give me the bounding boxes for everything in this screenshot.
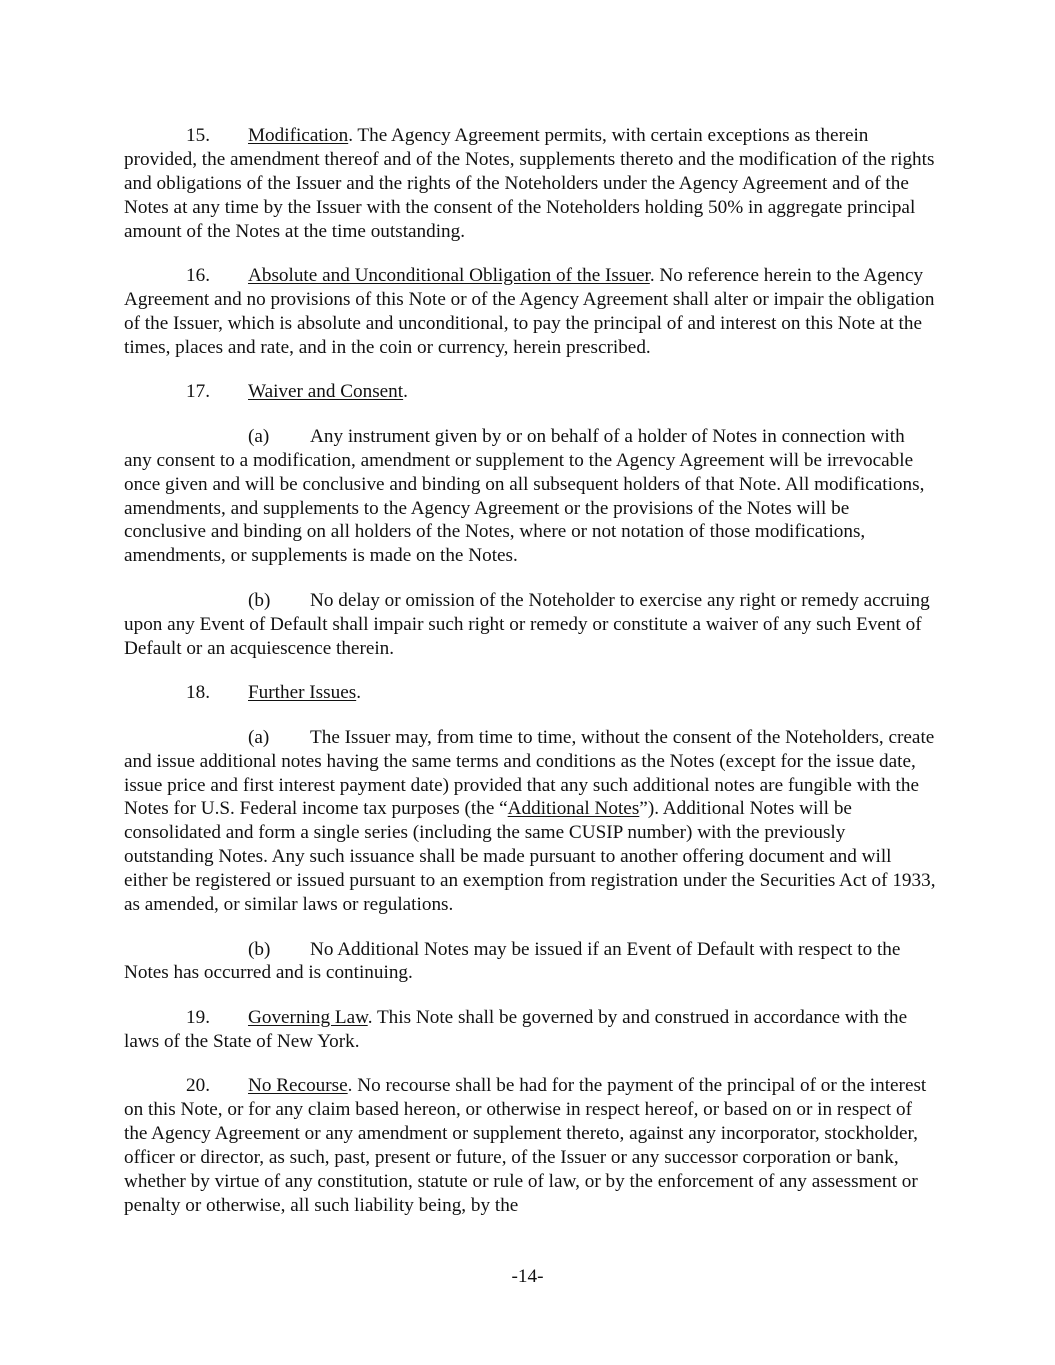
defined-term: Additional Notes [507,798,640,820]
section-18-b [124,938,936,986]
section-number: 20. [186,1075,210,1097]
subsection-text: No Additional Notes may be issued if an Event of Default with respect to the Notes has occurred and is continuing. [124,938,901,984]
section-20 [124,1074,936,1217]
section-19 [124,1006,936,1054]
subsection-label: (b) [248,938,271,960]
subsection-label: (b) [248,589,271,611]
section-text: . No reference herein to the Agency Agreement and no provisions of this Note or of the Agency Agreement shall alter or impair the obligation of the Issuer, which is absolute and unconditional, to pay the principal of and interest on this Note at the times, places and rate, and in the coin or currency, herein prescribed. [124,265,935,358]
section-18-a [124,726,936,917]
subsection-text: No delay or omission of the Noteholder to exercise any right or remedy accruing upon any Event of Default shall impair such right or remedy or constitute a waiver of any such Event of Default or an acquiescence therein. [124,589,930,659]
section-number: 19. [186,1006,210,1028]
section-16 [124,264,936,360]
section-text: . The Agency Agreement permits, with certain exceptions as therein provided, the amendment thereof and of the Notes, supplements thereto and the modification of the rights and obligations of the Issuer and the rights of the Noteholders under the Agency Agreement and of the Notes at any time by the Issuer with the consent of the Noteholders holding 50% in aggregate principal amount of the Notes at the time outstanding. [124,125,935,242]
document-page [124,124,936,1238]
section-number: 15. [186,125,210,146]
section-heading: Absolute and Unconditional Obligation of the Issuer [248,265,650,287]
section-number: 18. [186,682,210,704]
subsection-label: (a) [248,726,270,748]
page-number: -14- [511,1266,544,1287]
subsection-label: (a) [248,425,270,447]
section-text: . This Note shall be governed by and construed in accordance with the laws of the State of New York. [124,1006,908,1052]
section-17-b [124,589,936,661]
subsection-text: The Issuer may, from time to time, without the consent of the Noteholders, create and issue additional notes having the same terms and conditions as the Notes (except for the issue date, issue price and first interest payment date) provided that any such additional notes are fungible with the Notes for U.S. Federal income tax purposes (the “ [124,726,935,820]
section-17-a [124,425,936,568]
section-text: . No recourse shall be had for the payment of the principal of or the interest on this Note, or for any claim based hereon, or otherwise in respect hereof, or based on or in respect of the Agency Agreement or any amendment or supplement thereto, against any incorporator, stockholder, officer or director, as such, past, present or future, of the Issuer or any successor corporation or bank, whether by virtue of any constitution, statute or rule of law, or by the enforcement of any assessment or penalty or otherwise, all such liability being, by the [124,1075,927,1216]
subsection-text: Any instrument given by or on behalf of a holder of Notes in connection with any consent to a modification, amendment or supplement to the Agency Agreement will be irrevocable once given and will be conclusive and binding on all subsequent holders of that Note. All modifications, amendments, and supplements to the Agency Agreement or the provisions of the Notes will be conclusive and binding on all holders of the Notes, where or not notation of those modifications, amendments, or supplements is made on the Notes. [124,425,925,567]
section-number: 17. [186,381,210,403]
section-15 [124,124,936,244]
section-heading: Modification [248,125,349,146]
section-18 [124,681,936,705]
section-heading: Waiver and Consent [248,381,404,403]
section-heading: No Recourse [248,1075,348,1097]
section-text: . [356,682,361,704]
section-number: 16. [186,265,210,287]
section-heading: Governing Law [248,1006,368,1028]
section-heading: Further Issues [248,682,357,704]
section-17 [124,380,936,404]
section-text: . [403,381,408,403]
subsection-text-continued: ”). Additional Notes will be consolidated and form a single series (including the same CUSIP number) with the previously outstanding Notes. Any such issuance shall be made pursuant to another offering document and will either be registered or issued pursuant to an exemption from registration under the Securities Act of 1933, as amended, or similar laws or regulations. [124,798,936,916]
